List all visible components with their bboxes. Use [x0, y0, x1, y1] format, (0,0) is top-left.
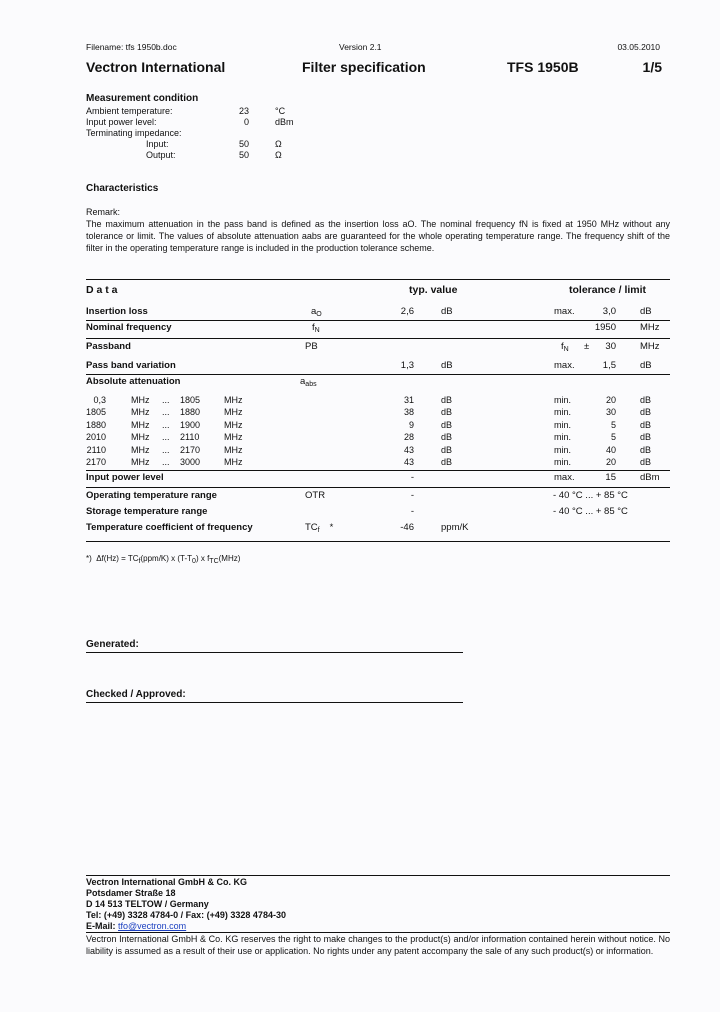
approved-signature-line — [86, 702, 463, 703]
range-separator: ... — [162, 444, 170, 455]
measurement-value: 50 — [238, 150, 249, 160]
disclaimer: Vectron International GmbH & Co. KG reserves the right to make changes to the product(s) and/or information contained herein without notice. No liability is assumed as a result of their use or application. No rights under any patent accompany the sale of any such product(s) or information. — [86, 934, 670, 956]
range-to-unit: MHz — [224, 432, 243, 443]
attenuation-unit: dB — [640, 395, 652, 405]
typ-value: - — [410, 490, 414, 501]
approved-label: Checked / Approved: — [86, 689, 186, 700]
symbol-subscript: f — [317, 527, 320, 534]
attenuation-unit: dB — [640, 407, 652, 418]
range-separator: ... — [162, 407, 170, 418]
attenuation-typ-unit: dB — [441, 457, 453, 467]
footer-street: Potsdamer Straße 18 — [86, 888, 176, 898]
table-top-rule — [86, 279, 670, 280]
footer-mid-rule — [86, 932, 670, 933]
row-symbol — [305, 341, 318, 353]
limit-unit: MHz — [640, 341, 660, 352]
limit-value: 30 — [605, 341, 616, 352]
measurement-unit: Ω — [275, 150, 282, 160]
footnote: *) $\Delta f(Hz) = TC_f(ppm/K)$ x $(T-T_0)$ x $f_{TC}(MHz)$ — [86, 554, 241, 565]
limit-value: 1,5 — [602, 360, 616, 371]
attenuation-limit: 5 — [610, 419, 616, 430]
row-label: Input power level — [86, 472, 164, 483]
attenuation-typ-unit: dB — [441, 407, 453, 418]
range-from: 1880 — [85, 419, 106, 430]
characteristics-title: Characteristics — [86, 183, 159, 194]
part-number: TFS 1950B — [507, 59, 579, 75]
range-from-unit: MHz — [131, 444, 150, 455]
range-from: 1805 — [85, 407, 106, 418]
plus-minus: ± — [584, 341, 590, 352]
doc-type-title: Filter specification — [302, 59, 426, 75]
range-to-unit: MHz — [224, 457, 243, 467]
qualifier-text: max. — [554, 306, 575, 317]
attenuation-typ-unit: dB — [441, 444, 453, 455]
attenuation-typ: 28 — [403, 432, 414, 443]
range-to-unit: MHz — [224, 407, 243, 418]
tolerance-qualifier — [554, 360, 575, 372]
attenuation-typ: 43 — [403, 457, 414, 467]
attenuation-unit: dB — [640, 419, 652, 430]
attenuation-unit: dB — [640, 432, 652, 443]
range-from-unit: MHz — [131, 457, 150, 467]
generated-label: Generated: — [86, 639, 139, 650]
page-number: 1/5 — [642, 59, 662, 75]
col-typ-value: typ. value — [409, 284, 458, 296]
attenuation-typ-unit: dB — [441, 419, 453, 430]
limit-value: 3,0 — [602, 306, 616, 317]
typ-value: - — [410, 506, 414, 517]
row-label: Storage temperature range — [86, 506, 208, 517]
attenuation-limit: 20 — [605, 395, 616, 405]
temperature-range: - 40 °C ... + 85 °C — [553, 506, 628, 517]
row-label: Insertion loss — [86, 306, 148, 317]
typ-value: 1,3 — [400, 360, 414, 371]
measurement-label: Input: — [146, 139, 169, 149]
symbol-subscript: N — [314, 327, 320, 334]
footer-company: Vectron International GmbH & Co. KG — [86, 877, 248, 887]
measurement-label: Terminating impedance: — [86, 128, 182, 138]
measurement-label: Input power level: — [86, 117, 157, 127]
attenuation-limit: 40 — [605, 444, 616, 455]
range-to: 1880 — [180, 407, 201, 418]
col-data: D a t a — [86, 284, 118, 296]
symbol-text: f — [312, 322, 315, 333]
tolerance-qualifier — [554, 306, 575, 318]
version: Version 2.1 — [339, 42, 382, 52]
qualifier-text: max. — [554, 472, 575, 483]
range-from: 2110 — [86, 444, 106, 455]
attenuation-qualifier: min. — [554, 407, 572, 418]
symbol-text: TC — [305, 522, 318, 533]
attenuation-qualifier: min. — [554, 432, 572, 443]
generated-signature-line — [86, 652, 463, 653]
tolerance-qualifier — [554, 472, 575, 484]
row-label: Operating temperature range — [86, 490, 217, 501]
footer-city: D 14 513 TELTOW / Germany — [86, 899, 209, 909]
limit-unit: MHz — [640, 322, 660, 333]
range-from: 2010 — [85, 432, 106, 443]
attenuation-limit: 20 — [605, 457, 616, 467]
limit-unit: dB — [640, 360, 652, 371]
attenuation-qualifier: min. — [554, 444, 572, 455]
footer-email-row — [86, 920, 186, 932]
row-symbol — [311, 306, 322, 321]
limit-unit: dBm — [640, 472, 660, 483]
attenuation-typ-unit: dB — [441, 432, 453, 443]
symbol-text: a — [300, 376, 306, 387]
range-to-unit: MHz — [224, 444, 243, 455]
typ-value: - — [410, 472, 414, 483]
qualifier-text: f — [561, 341, 564, 352]
range-separator: ... — [162, 432, 170, 443]
attenuation-limit: 30 — [605, 407, 616, 418]
rule — [86, 374, 670, 375]
range-to: 2170 — [180, 444, 201, 455]
range-to: 1900 — [180, 419, 201, 430]
range-from-unit: MHz — [131, 407, 150, 418]
typ-unit: ppm/K — [441, 522, 469, 533]
range-from-unit: MHz — [131, 419, 150, 430]
range-from-unit: MHz — [131, 395, 150, 405]
qualifier-subscript: N — [563, 346, 569, 353]
row-symbol — [312, 322, 320, 337]
typ-value: -46 — [400, 522, 414, 533]
symbol-text: PB — [305, 341, 318, 352]
attenuation-typ: 43 — [403, 444, 414, 455]
measurement-value: 23 — [238, 106, 249, 116]
row-label: Passband — [86, 341, 131, 352]
rule — [86, 470, 670, 471]
row-label: Pass band variation — [86, 360, 176, 371]
measurement-label: Output: — [146, 150, 176, 160]
row-symbol — [300, 376, 317, 391]
limit-unit: dB — [640, 306, 652, 317]
attenuation-typ-unit: dB — [441, 395, 453, 405]
company-title: Vectron International — [86, 59, 226, 75]
attenuation-qualifier: min. — [554, 395, 572, 405]
attenuation-typ: 38 — [403, 407, 414, 418]
attenuation-unit: dB — [640, 444, 652, 455]
row-label: Temperature coefficient of frequency — [86, 522, 253, 533]
footnote-marker: * — [329, 522, 334, 533]
range-to-unit: MHz — [224, 395, 243, 405]
row-label: Absolute attenuation — [86, 376, 181, 387]
email-link[interactable]: tfo@vectron.com — [118, 921, 187, 931]
attenuation-qualifier: min. — [554, 457, 572, 467]
date: 03.05.2010 — [617, 42, 660, 52]
measurement-unit: dBm — [275, 117, 294, 127]
row-symbol — [305, 490, 325, 502]
attenuation-qualifier: min. — [554, 419, 572, 430]
col-tolerance: tolerance / limit — [569, 284, 647, 296]
rule — [86, 487, 670, 488]
limit-value: 15 — [605, 472, 616, 483]
attenuation-unit: dB — [640, 457, 652, 467]
remark-text: The maximum attenuation in the pass band is defined as the insertion loss aO. The nominal frequency fN is fixed at 1950 MHz without any tolerance or limit. The values of absolute attenuation aabs are guaranteed for the whole operating temperature range. The frequency shift of the filter in the operating temperature range is included in the production tolerance scheme. — [86, 219, 670, 253]
range-separator: ... — [162, 419, 170, 430]
email-label: E-Mail: — [86, 921, 119, 931]
range-to: 3000 — [180, 457, 201, 467]
typ-value: 2,6 — [400, 306, 414, 317]
table-bottom-rule — [86, 541, 670, 542]
range-separator: ... — [162, 395, 170, 405]
rule — [86, 338, 670, 339]
temperature-range: - 40 °C ... + 85 °C — [553, 490, 628, 501]
qualifier-text: max. — [554, 360, 575, 371]
footer-phone: Tel: (+49) 3328 4784-0 / Fax: (+49) 3328 4784-30 — [86, 910, 286, 920]
attenuation-limit: 5 — [610, 432, 616, 443]
range-from: 2170 — [85, 457, 106, 467]
remark-label: Remark: — [86, 207, 121, 217]
range-to: 2110 — [180, 432, 200, 443]
symbol-subscript: O — [316, 311, 322, 318]
range-from: 0,3 — [93, 395, 106, 405]
range-to-unit: MHz — [224, 419, 243, 430]
measurement-value: 0 — [243, 117, 249, 127]
tolerance-qualifier — [561, 341, 569, 356]
filename: Filename: tfs 1950b.doc — [86, 42, 177, 52]
rule — [86, 320, 670, 321]
symbol-subscript: abs — [305, 381, 317, 388]
row-label: Nominal frequency — [86, 322, 172, 333]
range-separator: ... — [162, 457, 170, 467]
row-symbol — [305, 522, 333, 537]
symbol-text: a — [311, 306, 317, 317]
measurement-value: 50 — [238, 139, 249, 149]
measurement-unit: °C — [275, 106, 286, 116]
symbol-text: OTR — [305, 490, 326, 501]
typ-unit: dB — [441, 306, 453, 317]
limit-value: 1950 — [594, 322, 616, 333]
measurement-label: Ambient temperature: — [86, 106, 173, 116]
range-to: 1805 — [180, 395, 201, 405]
attenuation-typ: 31 — [403, 395, 414, 405]
attenuation-typ: 9 — [408, 419, 414, 430]
measurement-title: Measurement condition — [86, 93, 199, 104]
range-from-unit: MHz — [131, 432, 150, 443]
typ-unit: dB — [441, 360, 453, 371]
measurement-unit: Ω — [275, 139, 282, 149]
